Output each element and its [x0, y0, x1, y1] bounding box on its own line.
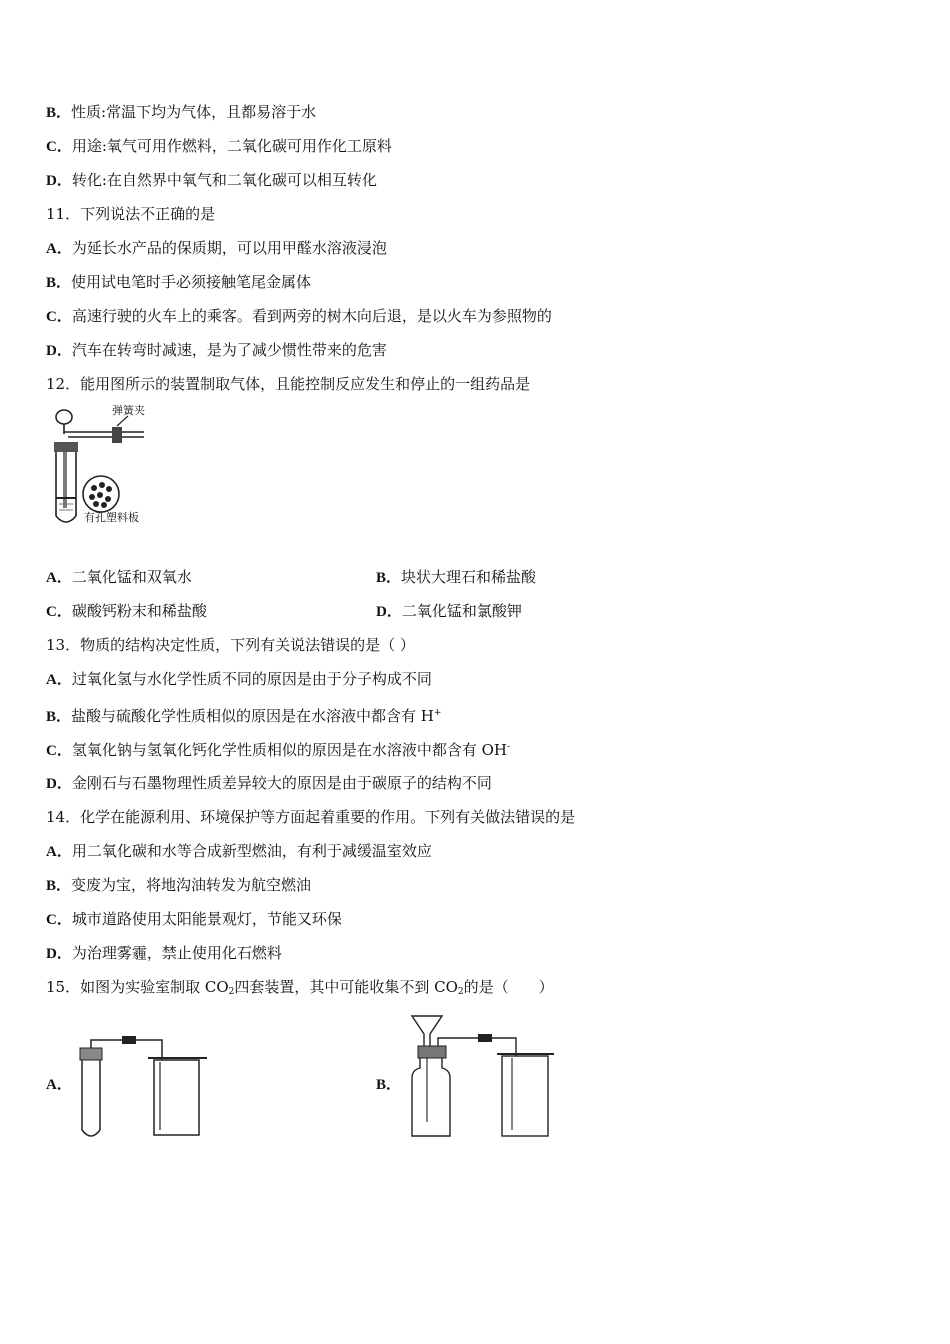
option-text: 块状大理石和稀盐酸	[401, 568, 537, 586]
option-text: 二氧化锰和氯酸钾	[401, 602, 522, 620]
q15-stem	[46, 977, 554, 1002]
q13-option-c	[46, 737, 510, 761]
subscript: 2	[457, 987, 464, 997]
option-label: C．	[46, 604, 72, 620]
option-label: B．	[46, 709, 72, 725]
option-label: D．	[46, 173, 72, 189]
option-text: 转化:在自然界中氧气和二氧化碳可以相互转化	[71, 171, 377, 189]
option-text: 汽车在转弯时减速，是为了减少惯性带来的危害	[71, 341, 387, 359]
option-label: A．	[46, 570, 72, 586]
option-label: C．	[46, 139, 72, 155]
q14-option-a	[46, 841, 432, 862]
q15-apparatus-a	[72, 1030, 212, 1145]
option-text: 过氧化氢与水化学性质不同的原因是由于分子构成不同	[71, 670, 432, 688]
option-text: 高速行驶的火车上的乘客。看到两旁的树木向后退，是以火车为参照物的	[71, 307, 552, 325]
q14-option-d	[46, 943, 282, 964]
ion-charge: -	[507, 742, 511, 752]
q14-option-c	[46, 909, 342, 930]
option-label: C．	[46, 309, 72, 325]
q12-option-c	[46, 601, 207, 622]
stem-part: 四套装置，其中可能收集不到 CO	[234, 978, 458, 996]
q12-option-b	[376, 567, 536, 588]
option-text: 使用试电笔时手必须接触笔尾金属体	[71, 273, 312, 291]
option-label: C．	[46, 743, 72, 759]
q11-option-c	[46, 306, 552, 327]
option-text: 性质:常温下均为气体，且都易溶于水	[71, 103, 317, 121]
plate-label: 有孔塑料板	[84, 511, 139, 524]
option-label: B．	[46, 878, 72, 894]
option-label: B．	[376, 570, 402, 586]
q13-stem: 13．物质的结构决定性质，下列有关说法错误的是（ ）	[46, 636, 415, 654]
q12-stem: 12．能用图所示的装置制取气体，且能控制反应发生和停止的一组药品是	[46, 375, 531, 393]
q12-option-a	[46, 567, 192, 588]
option-text: 金刚石与石墨物理性质差异较大的原因是由于碳原子的结构不同	[71, 774, 492, 792]
q11-option-d	[46, 340, 387, 361]
clip-label: 弹簧夹	[112, 404, 145, 417]
option-label: B．	[46, 105, 72, 121]
option-label: B．	[376, 1077, 402, 1093]
q11-stem: 11．下列说法不正确的是	[46, 205, 216, 223]
q12-apparatus-figure	[46, 404, 176, 528]
q15-apparatus-b	[402, 1012, 562, 1142]
q11-option-a	[46, 238, 387, 259]
option-text: 碳酸钙粉末和稀盐酸	[71, 602, 207, 620]
q10-option-b	[46, 102, 316, 123]
option-label: A．	[46, 241, 72, 257]
option-label: D．	[46, 946, 72, 962]
option-label: D．	[46, 343, 72, 359]
option-text: 用二氧化碳和水等合成新型燃油，有利于减缓温室效应	[71, 842, 432, 860]
option-text: 为治理雾霾，禁止使用化石燃料	[71, 944, 282, 962]
q15-option-a-label	[46, 1074, 72, 1095]
option-text: 为延长水产品的保质期，可以用甲醛水溶液浸泡	[71, 239, 387, 257]
stem-part: 的是（ ）	[463, 978, 554, 996]
q13-option-b	[46, 703, 441, 727]
option-text: 变废为宝，将地沟油转发为航空燃油	[71, 876, 312, 894]
option-text: 二氧化锰和双氧水	[71, 568, 192, 586]
q14-stem: 14．化学在能源利用、环境保护等方面起着重要的作用。下列有关做法错误的是	[46, 808, 576, 826]
option-label: D．	[376, 604, 402, 620]
q13-option-d	[46, 773, 492, 794]
q10-option-d	[46, 170, 377, 191]
q10-option-c	[46, 136, 392, 157]
subscript: 2	[228, 987, 235, 997]
option-label: C．	[46, 912, 72, 928]
q12-option-d	[376, 601, 522, 622]
option-label: A．	[46, 844, 72, 860]
option-label: A．	[46, 672, 72, 688]
ion-charge: +	[433, 708, 442, 718]
option-text: 用途:氧气可用作燃料，二氧化碳可用作化工原料	[71, 137, 392, 155]
q11-option-b	[46, 272, 311, 293]
stem-part: 15．如图为实验室制取 CO	[46, 978, 229, 996]
option-label: A．	[46, 1077, 72, 1093]
option-text: 城市道路使用太阳能景观灯，节能又环保	[71, 910, 342, 928]
q15-option-b-label	[376, 1074, 401, 1095]
option-label: D．	[46, 776, 72, 792]
q13-option-a	[46, 669, 432, 690]
option-label: B．	[46, 275, 72, 291]
option-text: 氢氧化钠与氢氧化钙化学性质相似的原因是在水溶液中都含有 OH	[71, 741, 507, 759]
option-text: 盐酸与硫酸化学性质相似的原因是在水溶液中都含有 H	[71, 707, 434, 725]
q14-option-b	[46, 875, 311, 896]
